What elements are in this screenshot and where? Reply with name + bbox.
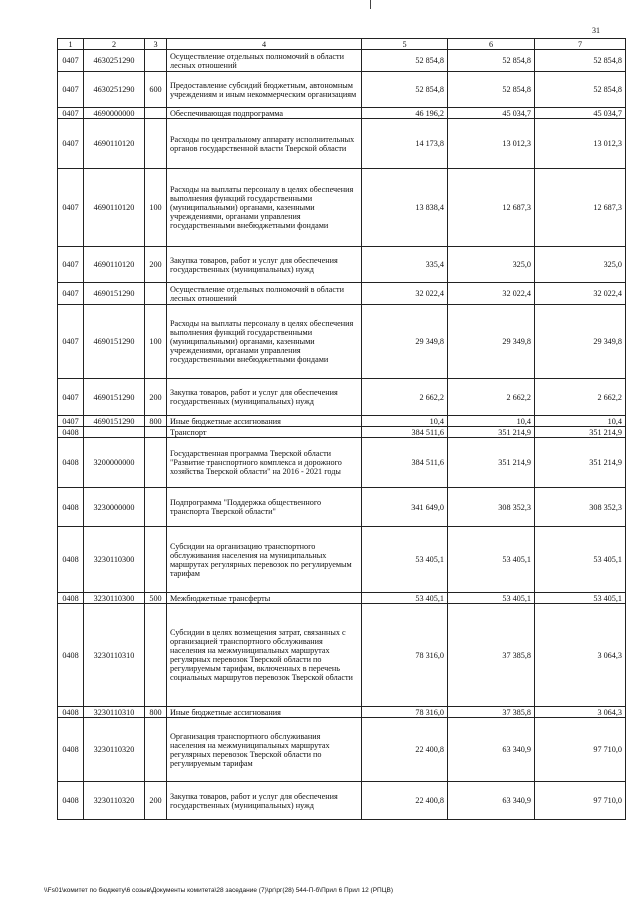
item-name: Иные бюджетные ассигнования [167, 416, 362, 427]
table-row [58, 50, 626, 72]
target-code: 3200000000 [84, 438, 145, 488]
item-name: Закупка товаров, работ и услуг для обеспечения государственных (муниципальных) нужд [167, 782, 362, 820]
section-code: 0408 [58, 593, 84, 604]
amount-col-6: 63 340,9 [448, 718, 535, 782]
section-code: 0407 [58, 50, 84, 72]
expense-type: 200 [145, 379, 167, 416]
expense-type: 500 [145, 593, 167, 604]
target-code: 3230110310 [84, 707, 145, 718]
expense-type [145, 50, 167, 72]
amount-col-6: 29 349,8 [448, 305, 535, 379]
target-code: 3230110320 [84, 782, 145, 820]
expense-type [145, 427, 167, 438]
expense-type: 800 [145, 707, 167, 718]
amount-col-5: 10,4 [362, 416, 448, 427]
file-path-footer: \\Fs01\комитет по бюджету\6 созыв\Документы комитета\28 заседание (7)\рг\рг(28) 544-П-б\Прил 6 Прил 12 (РПЦВ) [44, 887, 394, 894]
expense-type [145, 108, 167, 119]
expense-type [145, 438, 167, 488]
table-row [58, 169, 626, 247]
amount-col-5: 384 511,6 [362, 427, 448, 438]
amount-col-7: 3 064,3 [535, 604, 626, 707]
amount-col-5: 52 854,8 [362, 50, 448, 72]
amount-col-7: 52 854,8 [535, 50, 626, 72]
amount-col-7: 3 064,3 [535, 707, 626, 718]
amount-col-6: 37 385,8 [448, 707, 535, 718]
amount-col-6: 13 012,3 [448, 119, 535, 169]
amount-col-5: 32 022,4 [362, 283, 448, 305]
amount-col-6: 351 214,9 [448, 438, 535, 488]
amount-col-7: 12 687,3 [535, 169, 626, 247]
target-code: 3230110300 [84, 527, 145, 593]
section-code: 0408 [58, 782, 84, 820]
amount-col-6: 52 854,8 [448, 50, 535, 72]
section-code: 0408 [58, 488, 84, 527]
amount-col-7: 53 405,1 [535, 593, 626, 604]
amount-col-7: 52 854,8 [535, 72, 626, 108]
amount-col-5: 384 511,6 [362, 438, 448, 488]
amount-col-5: 78 316,0 [362, 604, 448, 707]
amount-col-7: 2 662,2 [535, 379, 626, 416]
expense-type: 200 [145, 782, 167, 820]
amount-col-5: 53 405,1 [362, 527, 448, 593]
item-name: Межбюджетные трансферты [167, 593, 362, 604]
header-col-2: 2 [84, 39, 145, 50]
item-name: Закупка товаров, работ и услуг для обеспечения государственных (муниципальных) нужд [167, 247, 362, 283]
amount-col-5: 46 196,2 [362, 108, 448, 119]
section-code: 0408 [58, 438, 84, 488]
section-code: 0408 [58, 427, 84, 438]
expense-type [145, 527, 167, 593]
amount-col-6: 325,0 [448, 247, 535, 283]
item-name: Подпрограмма "Поддержка общественного транспорта Тверской области" [167, 488, 362, 527]
table-row [58, 379, 626, 416]
table-row [58, 108, 626, 119]
target-code: 4690110120 [84, 119, 145, 169]
section-code: 0407 [58, 305, 84, 379]
amount-col-5: 22 400,8 [362, 718, 448, 782]
amount-col-7: 97 710,0 [535, 782, 626, 820]
amount-col-6: 32 022,4 [448, 283, 535, 305]
target-code: 4690110120 [84, 169, 145, 247]
item-name: Расходы по центральному аппарату исполнительных органов государственной власти Тверской области [167, 119, 362, 169]
table-row [58, 283, 626, 305]
section-code: 0407 [58, 247, 84, 283]
item-name: Расходы на выплаты персоналу в целях обеспечения выполнения функций государственными (муниципальными) органами, казенными учреждениями, органами управления государственными внебюджетными фондами [167, 305, 362, 379]
amount-col-7: 351 214,9 [535, 438, 626, 488]
amount-col-7: 325,0 [535, 247, 626, 283]
table-row [58, 247, 626, 283]
item-name: Предоставление субсидий бюджетным, автономным учреждениям и иным некоммерческим организациям [167, 72, 362, 108]
table-row [58, 707, 626, 718]
header-row [58, 39, 626, 50]
target-code: 4690151290 [84, 305, 145, 379]
expense-type [145, 488, 167, 527]
target-code: 4690151290 [84, 283, 145, 305]
item-name: Транспорт [167, 427, 362, 438]
amount-col-7: 53 405,1 [535, 527, 626, 593]
target-code: 3230110300 [84, 593, 145, 604]
table-row [58, 604, 626, 707]
header-col-3: 3 [145, 39, 167, 50]
header-col-6: 6 [448, 39, 535, 50]
section-code: 0407 [58, 72, 84, 108]
table-row [58, 416, 626, 427]
amount-col-6: 52 854,8 [448, 72, 535, 108]
item-name: Организация транспортного обслуживания населения на межмуниципальных маршрутах регулярных перевозок Тверской области по регулируемым тарифам [167, 718, 362, 782]
target-code: 3230000000 [84, 488, 145, 527]
table-row [58, 782, 626, 820]
target-code: 4690151290 [84, 379, 145, 416]
header-col-4: 4 [167, 39, 362, 50]
amount-col-7: 97 710,0 [535, 718, 626, 782]
budget-table [57, 38, 626, 820]
amount-col-5: 29 349,8 [362, 305, 448, 379]
target-code: 4630251290 [84, 50, 145, 72]
target-code: 4690110120 [84, 247, 145, 283]
table-row [58, 427, 626, 438]
section-code: 0407 [58, 416, 84, 427]
amount-col-7: 13 012,3 [535, 119, 626, 169]
amount-col-6: 63 340,9 [448, 782, 535, 820]
amount-col-7: 32 022,4 [535, 283, 626, 305]
amount-col-5: 14 173,8 [362, 119, 448, 169]
table-row [58, 718, 626, 782]
table-row [58, 305, 626, 379]
target-code: 4690151290 [84, 416, 145, 427]
section-code: 0407 [58, 108, 84, 119]
section-code: 0408 [58, 527, 84, 593]
target-code: 4630251290 [84, 72, 145, 108]
amount-col-6: 45 034,7 [448, 108, 535, 119]
item-name: Иные бюджетные ассигнования [167, 707, 362, 718]
header-col-1: 1 [58, 39, 84, 50]
item-name: Закупка товаров, работ и услуг для обеспечения государственных (муниципальных) нужд [167, 379, 362, 416]
section-code: 0408 [58, 707, 84, 718]
amount-col-7: 45 034,7 [535, 108, 626, 119]
amount-col-6: 10,4 [448, 416, 535, 427]
expense-type [145, 604, 167, 707]
table-row [58, 72, 626, 108]
amount-col-6: 351 214,9 [448, 427, 535, 438]
expense-type: 100 [145, 305, 167, 379]
amount-col-5: 13 838,4 [362, 169, 448, 247]
amount-col-5: 341 649,0 [362, 488, 448, 527]
amount-col-5: 52 854,8 [362, 72, 448, 108]
item-name: Осуществление отдельных полномочий в области лесных отношений [167, 50, 362, 72]
section-code: 0407 [58, 119, 84, 169]
target-code: 4690000000 [84, 108, 145, 119]
amount-col-6: 2 662,2 [448, 379, 535, 416]
table-row [58, 438, 626, 488]
section-code: 0408 [58, 718, 84, 782]
item-name: Субсидии на организацию транспортного обслуживания населения на муниципальных маршрутах регулярных перевозок по регулируемым тарифам [167, 527, 362, 593]
target-code: 3230110310 [84, 604, 145, 707]
item-name: Субсидии в целях возмещения затрат, связанных с организацией транспортного обслуживания населения на межмуниципальных маршрутах регулярных перевозок Тверской области по регулируемым тарифам, включенных в перечень социальных маршрутов перевозок Тверской области [167, 604, 362, 707]
amount-col-5: 335,4 [362, 247, 448, 283]
target-code: 3230110320 [84, 718, 145, 782]
amount-col-5: 2 662,2 [362, 379, 448, 416]
amount-col-6: 12 687,3 [448, 169, 535, 247]
item-name: Обеспечивающая подпрограмма [167, 108, 362, 119]
item-name: Расходы на выплаты персоналу в целях обеспечения выполнения функций государственными (муниципальными) органами, казенными учреждениями, органами управления государственными внебюджетными фондами [167, 169, 362, 247]
item-name: Государственная программа Тверской области "Развитие транспортного комплекса и дорожного хозяйства Тверской области" на 2016 - 2021 годы [167, 438, 362, 488]
table-row [58, 488, 626, 527]
expense-type: 200 [145, 247, 167, 283]
page-number: 31 [592, 26, 600, 35]
table-row [58, 119, 626, 169]
table-row [58, 593, 626, 604]
expense-type: 800 [145, 416, 167, 427]
header-col-7: 7 [535, 39, 626, 50]
amount-col-6: 308 352,3 [448, 488, 535, 527]
amount-col-5: 53 405,1 [362, 593, 448, 604]
amount-col-6: 37 385,8 [448, 604, 535, 707]
section-code: 0408 [58, 604, 84, 707]
expense-type [145, 718, 167, 782]
amount-col-7: 29 349,8 [535, 305, 626, 379]
expense-type [145, 283, 167, 305]
section-code: 0407 [58, 379, 84, 416]
scan-mark [370, 0, 371, 9]
amount-col-5: 78 316,0 [362, 707, 448, 718]
target-code [84, 427, 145, 438]
expense-type: 100 [145, 169, 167, 247]
amount-col-5: 22 400,8 [362, 782, 448, 820]
item-name: Осуществление отдельных полномочий в области лесных отношений [167, 283, 362, 305]
header-col-5: 5 [362, 39, 448, 50]
section-code: 0407 [58, 283, 84, 305]
amount-col-7: 10,4 [535, 416, 626, 427]
expense-type: 600 [145, 72, 167, 108]
amount-col-7: 308 352,3 [535, 488, 626, 527]
table-row [58, 527, 626, 593]
amount-col-6: 53 405,1 [448, 593, 535, 604]
section-code: 0407 [58, 169, 84, 247]
amount-col-6: 53 405,1 [448, 527, 535, 593]
amount-col-7: 351 214,9 [535, 427, 626, 438]
expense-type [145, 119, 167, 169]
